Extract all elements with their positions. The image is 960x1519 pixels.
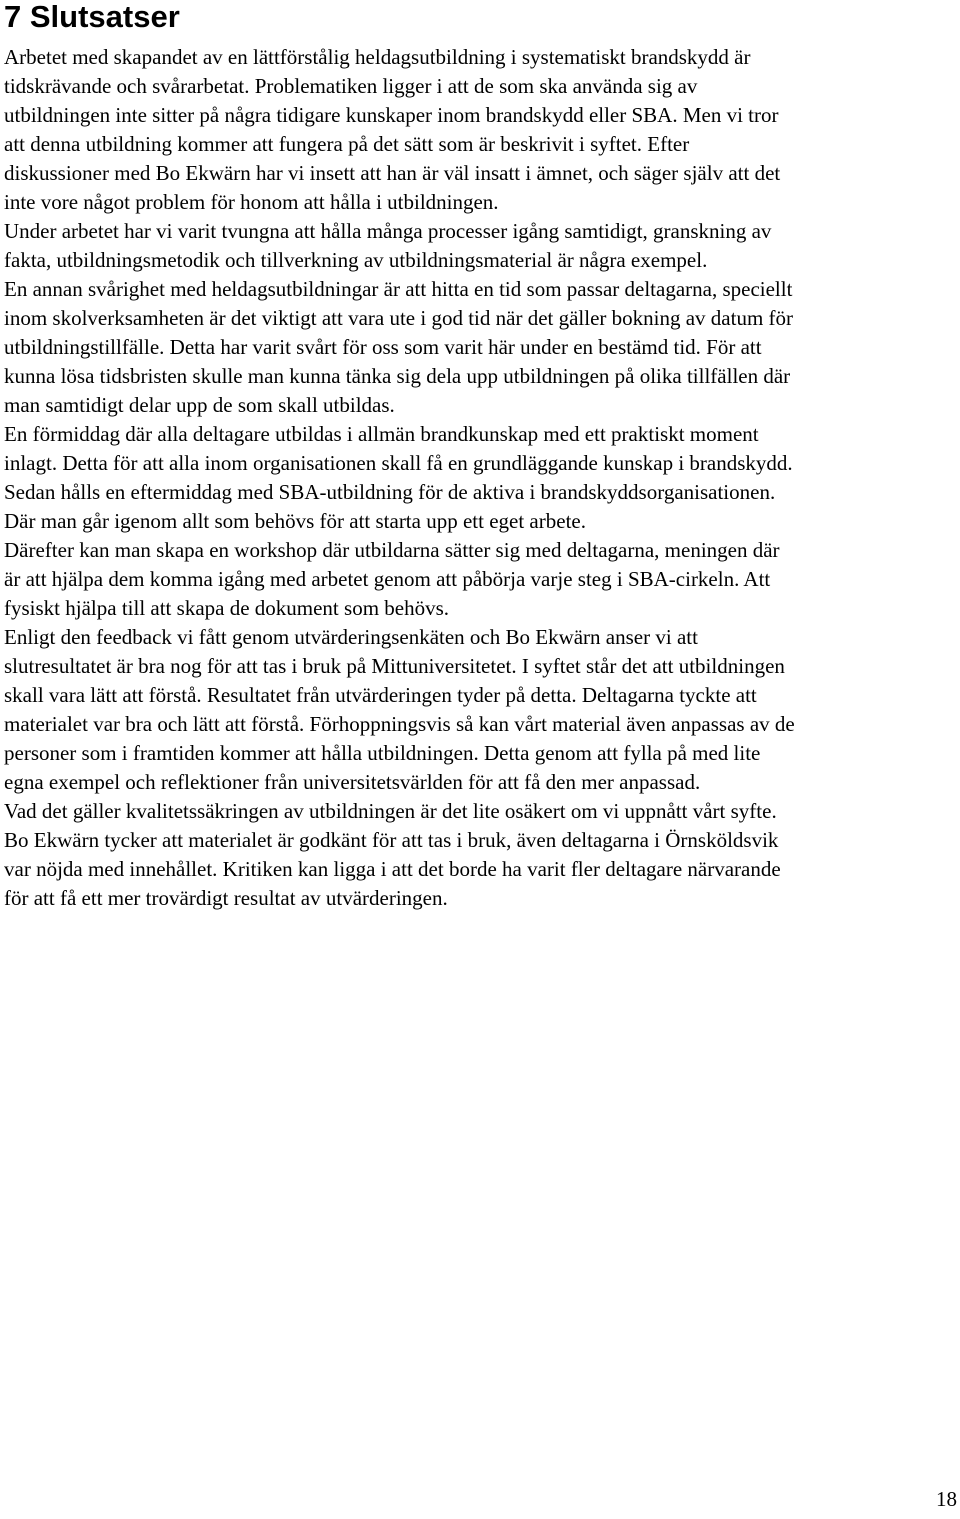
text-line: utbildningstillfälle. Detta har varit svårt för oss som varit här under en bestämd tid. För att [4, 335, 762, 359]
text-line: Sedan hålls en eftermiddag med SBA-utbildning för de aktiva i brandskyddsorganisationen. [4, 480, 776, 504]
text-line: slutresultatet är bra nog för att tas i bruk på Mittuniversitetet. I syftet står det att utbildningen [4, 654, 785, 678]
text-line: fysiskt hjälpa till att skapa de dokument som behövs. [4, 596, 450, 620]
text-line: personer som i framtiden kommer att hålla utbildningen. Detta genom att fylla på med lite [4, 741, 761, 765]
text-line: Bo Ekwärn tycker att materialet är godkänt för att tas i bruk, även deltagarna i Örnsköldsvik [4, 828, 779, 852]
text-line: inte vore något problem för honom att hålla i utbildningen. [4, 190, 499, 214]
text-line: Vad det gäller kvalitetssäkringen av utbildningen är det lite osäkert om vi uppnått vårt syfte. [4, 799, 777, 823]
text-line: skall vara lätt att förstå. Resultatet från utvärderingen tyder på detta. Deltagarna tyckte att [4, 683, 757, 707]
text-line: Där man går igenom allt som behövs för att starta upp ett eget arbete. [4, 509, 586, 533]
text-line: att denna utbildning kommer att fungera på det sätt som är beskrivit i syftet. Efter [4, 132, 690, 156]
text-line: Därefter kan man skapa en workshop där utbildarna sätter sig med deltagarna, meningen där [4, 538, 780, 562]
page-number: 18 [936, 1487, 957, 1511]
text-line: tidskrävande och svårarbetat. Problematiken ligger i att de som ska använda sig av [4, 74, 698, 98]
text-line: man samtidigt delar upp de som skall utbildas. [4, 393, 395, 417]
text-line: Under arbetet har vi varit tvungna att hålla många processer igång samtidigt, granskning av [4, 219, 772, 243]
text-line: egna exempel och reflektioner från universitetsvärlden för att få den mer anpassad. [4, 770, 701, 794]
text-line: för att få ett mer trovärdigt resultat av utvärderingen. [4, 886, 448, 910]
text-line: En förmiddag där alla deltagare utbildas i allmän brandkunskap med ett praktiskt moment [4, 422, 759, 446]
text-line: är att hjälpa dem komma igång med arbetet genom att påbörja varje steg i SBA-cirkeln. Att [4, 567, 771, 591]
text-line: inlagt. Detta för att alla inom organisationen skall få en grundläggande kunskap i brandskydd. [4, 451, 793, 475]
text-line: Arbetet med skapandet av en lättförstålig heldagsutbildning i systematiskt brandskydd är [4, 45, 751, 69]
text-line: var nöjda med innehållet. Kritiken kan ligga i att det borde ha varit fler deltagare närvarande [4, 857, 781, 881]
text-line: utbildningen inte sitter på några tidigare kunskaper inom brandskydd eller SBA. Men vi tror [4, 103, 779, 127]
text-line: En annan svårighet med heldagsutbildningar är att hitta en tid som passar deltagarna, speciellt [4, 277, 793, 301]
text-line: fakta, utbildningsmetodik och tillverkning av utbildningsmaterial är några exempel. [4, 248, 708, 272]
text-line: inom skolverksamheten är det viktigt att vara ute i god tid när det gäller bokning av datum för [4, 306, 794, 330]
text-line: Enligt den feedback vi fått genom utvärderingsenkäten och Bo Ekwärn anser vi att [4, 625, 698, 649]
text-line: materialet var bra och lätt att förstå. Förhoppningsvis så kan vårt material även anpassas av de [4, 712, 795, 736]
text-line: diskussioner med Bo Ekwärn har vi insett att han är väl insatt i ämnet, och säger själv att det [4, 161, 781, 185]
section-heading: 7 Slutsatser [4, 0, 180, 34]
text-line: kunna lösa tidsbristen skulle man kunna tänka sig dela upp utbildningen på olika tillfällen där [4, 364, 791, 388]
